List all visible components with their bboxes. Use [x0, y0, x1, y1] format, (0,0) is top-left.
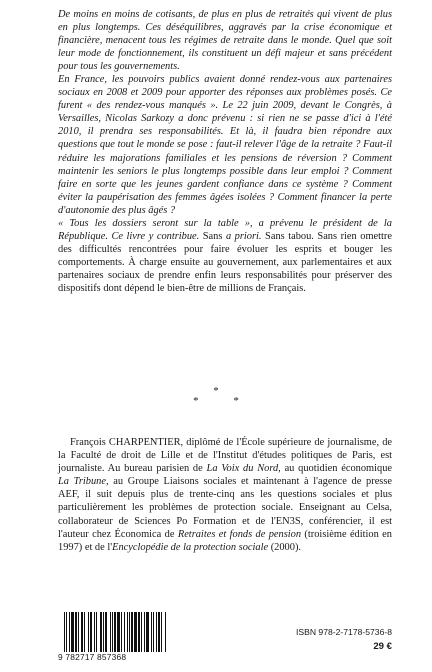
barcode-bar	[69, 612, 70, 654]
divider-stars-bottom: * *	[193, 395, 255, 407]
barcode-bar	[121, 612, 122, 654]
section-divider	[0, 386, 432, 406]
bio-text-3: , au Groupe Liaisons sociales et maintenant à l'agence de presse AEF, il suit depuis plus de trente-cinq ans les questions sociales et plus particulièrement les problèmes de protection sociale. Enseignant au Celsa, collaborateur de Sciences Po Formation et de l'EN3S, conférencier, il est l'auteur chez Économica de	[58, 476, 392, 540]
barcode-bar	[96, 612, 97, 654]
barcode-bar	[131, 612, 133, 654]
barcode-bar	[146, 612, 149, 654]
barcode-bar	[161, 612, 162, 654]
bio-title-retraites: Retraites et fonds de pension	[177, 528, 302, 540]
barcode-bar	[66, 612, 67, 654]
barcode-bar	[141, 612, 142, 654]
divider-star-top: *	[213, 385, 219, 397]
blurb-paragraph-2: En France, les pouvoirs publics avaient donné rendez-vous aux partenaires sociaux en 2008 et 2009 pour apporter des réponses aux problèmes posés. Ce furent « des rendez-vous manqués ». Le 22 juin 2009, devant le Congrès, à Versailles, Nicolas Sarkozy a donc prévenu : si rien ne se passe d'ici à l'été 2010, il prendra ses responsabilités. Et là, il faudra bien répondre aux questions que tout le monde se pose : faut-il relever l'âge de la retraite ? Faut-il réduire les majorations familiales et les pensions de réversion ? Comment maintenir les seniors le plus longtemps possible dans leur emploi ? Comment faire en sorte que les jeunes gardent confiance dans ce système ? Comment éviter la paupérisation des femmes âgées isolées ? Comment financer la perte d'autonomie des plus âgés ?	[58, 74, 392, 216]
blurb-p3-part-d: Sans tabou. Sans rien omettre des difficultés rencontrées pour faire évoluer les esprits et bouger les comportements. À charge ensuite au gouvernement, aux parlementaires et aux partenaires sociaux de prendre enfin leurs responsabilités pour préserver des dispositifs dont dépend le bien-être de millions de Français.	[58, 230, 392, 294]
blurb-paragraph-3	[58, 217, 392, 295]
barcode-bar	[144, 612, 145, 654]
barcode-bar	[165, 612, 166, 654]
price: 29 €	[373, 641, 392, 652]
blurb-paragraph-1: De moins en moins de cotisants, de plus en plus de retraités qui vivent de plus en plus longtemps. Ces déséquilibres, aggravés par la crise économique et financière, menacent tous les régimes de retraite dans le monde. Quel que soit leur mode de fonctionnement, ils constituent un défi majeur et sans précédent pour tous les gouvernements.	[58, 9, 392, 73]
barcode-bar	[78, 612, 79, 654]
barcode-bar	[124, 612, 125, 654]
barcode-bar	[84, 612, 85, 654]
bio-text-2: , au quotidien économique	[278, 463, 392, 475]
bio-title-la-tribune: La Tribune	[58, 476, 106, 488]
barcode-bar	[71, 612, 74, 654]
blurb-p3-part-b: Sans	[202, 230, 223, 242]
author-bio	[58, 436, 392, 554]
barcode-bar	[110, 612, 111, 654]
barcode-bar	[117, 612, 120, 654]
barcode-bar	[94, 612, 95, 654]
bio-title-encyclopedie: Encyclopédie de la protection sociale	[112, 541, 269, 553]
bio-text-1: François CHARPENTIER, diplômé de l'École supérieure de journalisme, de la Faculté de droit de Lille et de l'Institut d'études politiques de Paris, est journaliste. Au bureau parisien de	[58, 437, 392, 475]
barcode-bar	[105, 612, 107, 654]
barcode-bar	[81, 612, 83, 654]
barcode-bars	[58, 612, 176, 654]
barcode-bar	[156, 612, 157, 654]
bio-text-4: (troisième édition en 1997) et de l'	[58, 528, 392, 553]
barcode-bar	[151, 612, 152, 654]
barcode-bar	[90, 612, 92, 654]
author-bio-paragraph	[58, 436, 392, 554]
blurb-p3-part-c: a priori.	[222, 230, 266, 242]
barcode-bar	[100, 612, 102, 654]
isbn-number: ISBN 978-2-7178-5736-8	[295, 627, 392, 637]
barcode-bar	[103, 612, 104, 654]
barcode-bar	[153, 612, 154, 654]
bio-title-voix-du-nord: La Voix du Nord	[206, 463, 279, 475]
barcode-bar	[75, 612, 77, 654]
barcode-bar	[64, 612, 65, 654]
barcode-digits: 9 782717 857368	[58, 652, 176, 662]
bio-text-5: (2000).	[268, 541, 302, 553]
barcode-bar	[129, 612, 130, 654]
blurb-p3-part-a: « Tous les dossiers seront sur la table », a prévenu le président de la République. Ce livre y contribue.	[58, 217, 392, 242]
barcode-bar	[158, 612, 160, 654]
barcode	[58, 612, 176, 662]
barcode-bar	[138, 612, 140, 654]
barcode-bar	[134, 612, 137, 654]
barcode-bar	[88, 612, 89, 654]
barcode-bar	[114, 612, 116, 654]
barcode-bar	[112, 612, 113, 654]
blurb-text	[58, 8, 392, 295]
barcode-bar	[127, 612, 128, 654]
